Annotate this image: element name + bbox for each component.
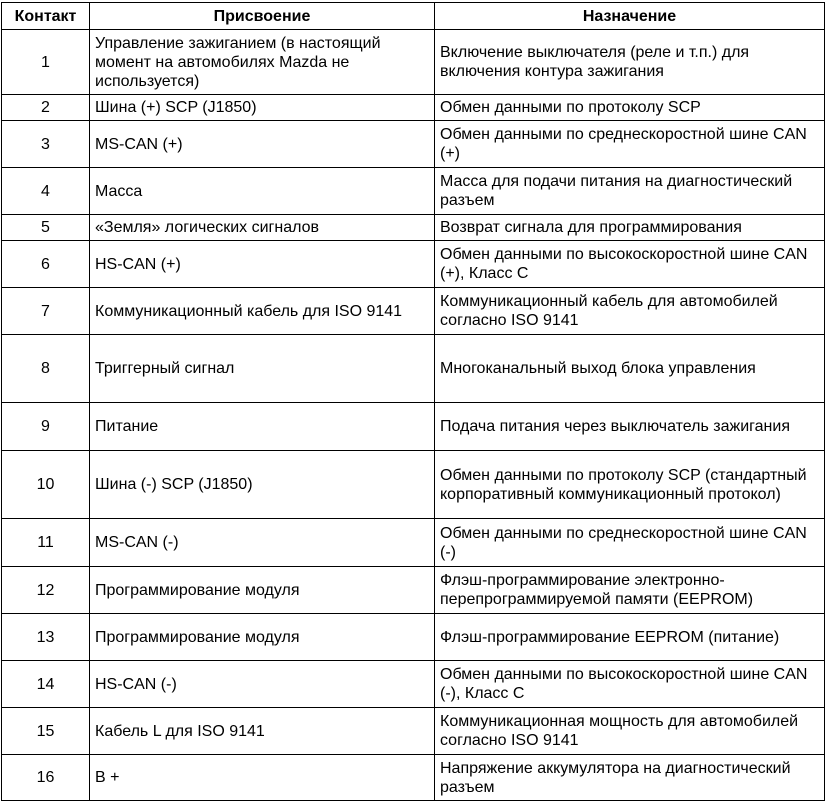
pin-number: 10 xyxy=(2,451,90,519)
pin-assignment: MS-CAN (-) xyxy=(90,519,435,567)
pin-number: 8 xyxy=(2,335,90,403)
pin-assignment: Коммуникационный кабель для ISO 9141 xyxy=(90,288,435,335)
pin-assignment: Управление зажиганием (в настоящий момент на автомобилях Mazda не используется) xyxy=(90,30,435,95)
table-row xyxy=(2,30,825,95)
table-row xyxy=(2,95,825,121)
pin-purpose: Обмен данными по высокоскоростной шине CAN (+), Класс C xyxy=(435,241,825,288)
pin-number: 14 xyxy=(2,661,90,708)
header-purpose: Назначение xyxy=(435,3,825,30)
pin-assignment: «Земля» логических сигналов xyxy=(90,215,435,241)
table-row xyxy=(2,288,825,335)
pin-assignment: Шина (-) SCP (J1850) xyxy=(90,451,435,519)
pin-assignment: Программирование модуля xyxy=(90,567,435,614)
table-row xyxy=(2,403,825,451)
pin-assignment: Программирование модуля xyxy=(90,614,435,661)
table-row xyxy=(2,168,825,215)
pin-number: 2 xyxy=(2,95,90,121)
pin-purpose: Масса для подачи питания на диагностический разъем xyxy=(435,168,825,215)
pin-purpose: Обмен данными по протоколу SCP xyxy=(435,95,825,121)
pin-purpose: Обмен данными по среднескоростной шине CAN (-) xyxy=(435,519,825,567)
pin-number: 7 xyxy=(2,288,90,335)
table-row xyxy=(2,755,825,801)
table-row xyxy=(2,215,825,241)
pin-purpose: Подача питания через выключатель зажигания xyxy=(435,403,825,451)
pin-number: 6 xyxy=(2,241,90,288)
pin-number: 15 xyxy=(2,708,90,755)
pin-purpose: Обмен данными по протоколу SCP (стандартный корпоративный коммуникационный протокол) xyxy=(435,451,825,519)
table-row xyxy=(2,661,825,708)
pin-assignment: Питание xyxy=(90,403,435,451)
pin-purpose: Возврат сигнала для программирования xyxy=(435,215,825,241)
pin-number: 5 xyxy=(2,215,90,241)
table-row xyxy=(2,519,825,567)
pin-number: 16 xyxy=(2,755,90,801)
pin-number: 4 xyxy=(2,168,90,215)
pin-purpose: Обмен данными по высокоскоростной шине CAN (-), Класс C xyxy=(435,661,825,708)
table-row xyxy=(2,121,825,168)
pin-purpose: Коммуникационный кабель для автомобилей согласно ISO 9141 xyxy=(435,288,825,335)
pin-assignment-table xyxy=(1,2,825,801)
table-row xyxy=(2,335,825,403)
pin-assignment: Кабель L для ISO 9141 xyxy=(90,708,435,755)
pin-number: 1 xyxy=(2,30,90,95)
pin-purpose: Флэш-программирование EEPROM (питание) xyxy=(435,614,825,661)
header-assignment: Присвоение xyxy=(90,3,435,30)
table-row xyxy=(2,241,825,288)
pin-assignment: HS-CAN (-) xyxy=(90,661,435,708)
pin-number: 11 xyxy=(2,519,90,567)
pin-purpose: Включение выключателя (реле и т.п.) для включения контура зажигания xyxy=(435,30,825,95)
table-header-row xyxy=(2,3,825,30)
pin-assignment: Триггерный сигнал xyxy=(90,335,435,403)
pin-purpose: Многоканальный выход блока управления xyxy=(435,335,825,403)
pin-assignment: MS-CAN (+) xyxy=(90,121,435,168)
pin-purpose: Обмен данными по среднескоростной шине CAN (+) xyxy=(435,121,825,168)
pin-purpose: Напряжение аккумулятора на диагностический разъем xyxy=(435,755,825,801)
pin-number: 12 xyxy=(2,567,90,614)
pin-purpose: Коммуникационная мощность для автомобилей согласно ISO 9141 xyxy=(435,708,825,755)
pin-purpose: Флэш-программирование электронно-перепрограммируемой памяти (EEPROM) xyxy=(435,567,825,614)
pin-assignment: HS-CAN (+) xyxy=(90,241,435,288)
pin-assignment: Масса xyxy=(90,168,435,215)
pin-number: 9 xyxy=(2,403,90,451)
table-row xyxy=(2,614,825,661)
pin-number: 3 xyxy=(2,121,90,168)
table-row xyxy=(2,451,825,519)
pin-assignment: B + xyxy=(90,755,435,801)
table-row xyxy=(2,567,825,614)
pin-assignment: Шина (+) SCP (J1850) xyxy=(90,95,435,121)
pin-number: 13 xyxy=(2,614,90,661)
table-row xyxy=(2,708,825,755)
header-pin: Контакт xyxy=(2,3,90,30)
